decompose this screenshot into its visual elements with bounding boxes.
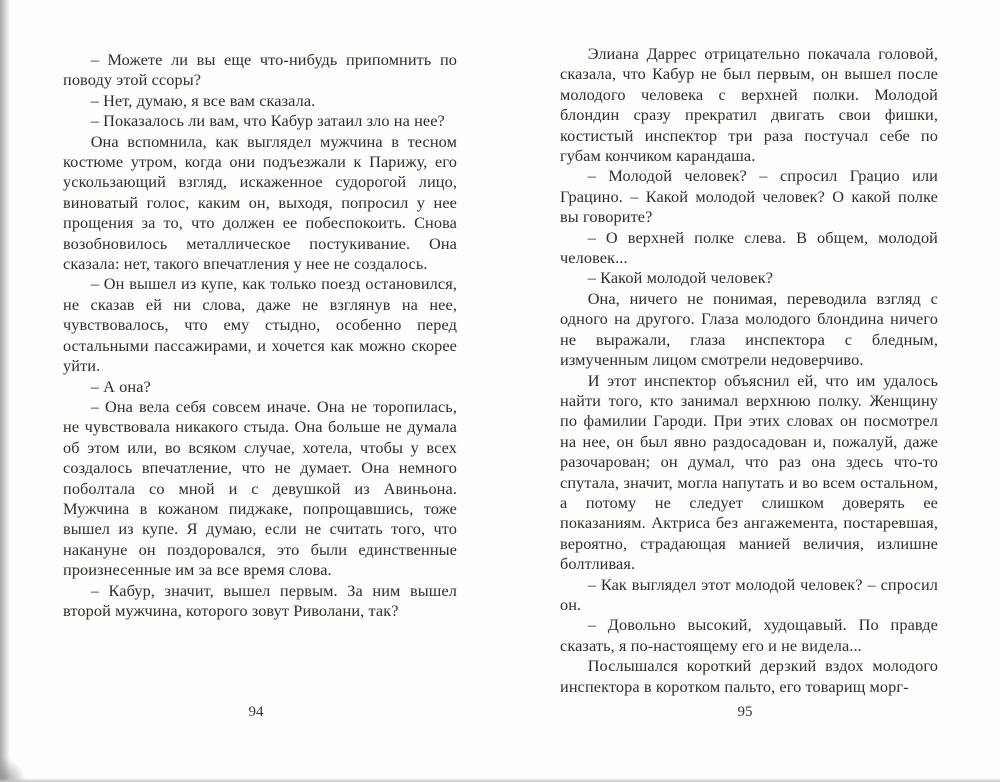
paragraph: – О верхней полке слева. В общем, молодой человек...	[560, 227, 938, 268]
paragraph: – Показалось ли вам, что Кабур затаил зло на нее?	[90, 111, 445, 131]
page-right-text-block	[560, 44, 938, 697]
page-left-text-block	[63, 50, 457, 621]
paragraph: – Молодой человек? – спросил Грацио или Грацино. – Какой молодой человек? О какой полке вы говорите?	[560, 166, 938, 227]
paragraph: Послышался короткий дерзкий вздох молодого инспектора в коротком пальто, его товарищ морг-	[560, 656, 938, 696]
paragraph: – А она?	[90, 376, 151, 396]
paragraph: – Можете ли вы еще что-нибудь припомнить по поводу этой ссоры?	[63, 50, 457, 90]
paragraph: Элиана Даррес отрицательно покачала головой, сказала, что Кабур не был первым, он вышел после молодого человека с верхней полки. Молодой блондин сразу прекратил двигать свои фишки, костистый инспектор три раза постучал себе по губам кончиком карандаша.	[560, 44, 938, 166]
paragraph: И этот инспектор объяснил ей, что им удалось найти того, кто занимал верхнюю полку. Женщину по фамилии Гароди. При этих словах он посмотрел на нее, он был явно раздосадован и, пожалуй, даже разочарован; он думал, что раз она здесь что-то спутала, значит, могла напутать и во всем остальном, а потому не следует слишком доверять ее показаниям. Актриса без ангажемента, постаревшая, вероятно, страдающая манией величия, излишне болтливая.	[560, 370, 938, 574]
paragraph: – Нет, думаю, я все вам сказала.	[90, 90, 316, 110]
paragraph: Она, ничего не понимая, переводила взгляд с одного на другого. Глаза молодого блондина ничего не выражали, глаза инспектора с бледным, измученным лицом смотрели недоверчиво.	[560, 288, 938, 370]
paragraph: – Какой молодой человек?	[587, 268, 774, 288]
paragraph: – Довольно высокий, худощавый. По правде сказать, я по-настоящему его и не видела...	[560, 615, 938, 655]
scan-left-edge-shadow	[0, 0, 10, 782]
page-number-right: 95	[737, 704, 753, 720]
page-number-left: 94	[248, 704, 264, 720]
paragraph: Она вспомнила, как выглядел мужчина в тесном костюме утром, когда они подъезжали к Парижу, его ускользающий взгляд, искаженное судорогой лицо, виноватый голос, каким он, выходя, попросил у нее прощения за то, что должен ее побеспокоить. Снова возобновилось металлическое постукивание. Она сказала: нет, такого впечатления у нее не создалось.	[63, 131, 457, 274]
paragraph: – Кабур, значит, вышел первым. За ним вышел второй мужчина, которого зовут Риволани, так?	[63, 580, 457, 620]
paragraph: – Как выглядел этот молодой человек? – спросил он.	[560, 574, 938, 614]
paragraph: – Он вышел из купе, как только поезд остановился, не сказав ей ни слова, даже не взглянув на нее, чувствовалось, что ему стыдно, особенно перед остальными пассажирами, и хочется как можно скорее уйти.	[63, 274, 457, 376]
paragraph: – Она вела себя совсем иначе. Она не торопилась, не чувствовала никакого стыда. Она больше не думала об этом или, во всяком случае, хотела, чтобы у всех создалось впечатление, что не думает. Она немного поболтала со мной и с девушкой из Авиньона. Мужчина в кожаном пиджаке, попрощавшись, тоже вышел из купе. Я думаю, если не считать того, что накануне он поздоровался, это были единственные произнесенные им за все время слова.	[63, 396, 457, 580]
scan-bottom-edge-shadow	[0, 778, 1000, 782]
